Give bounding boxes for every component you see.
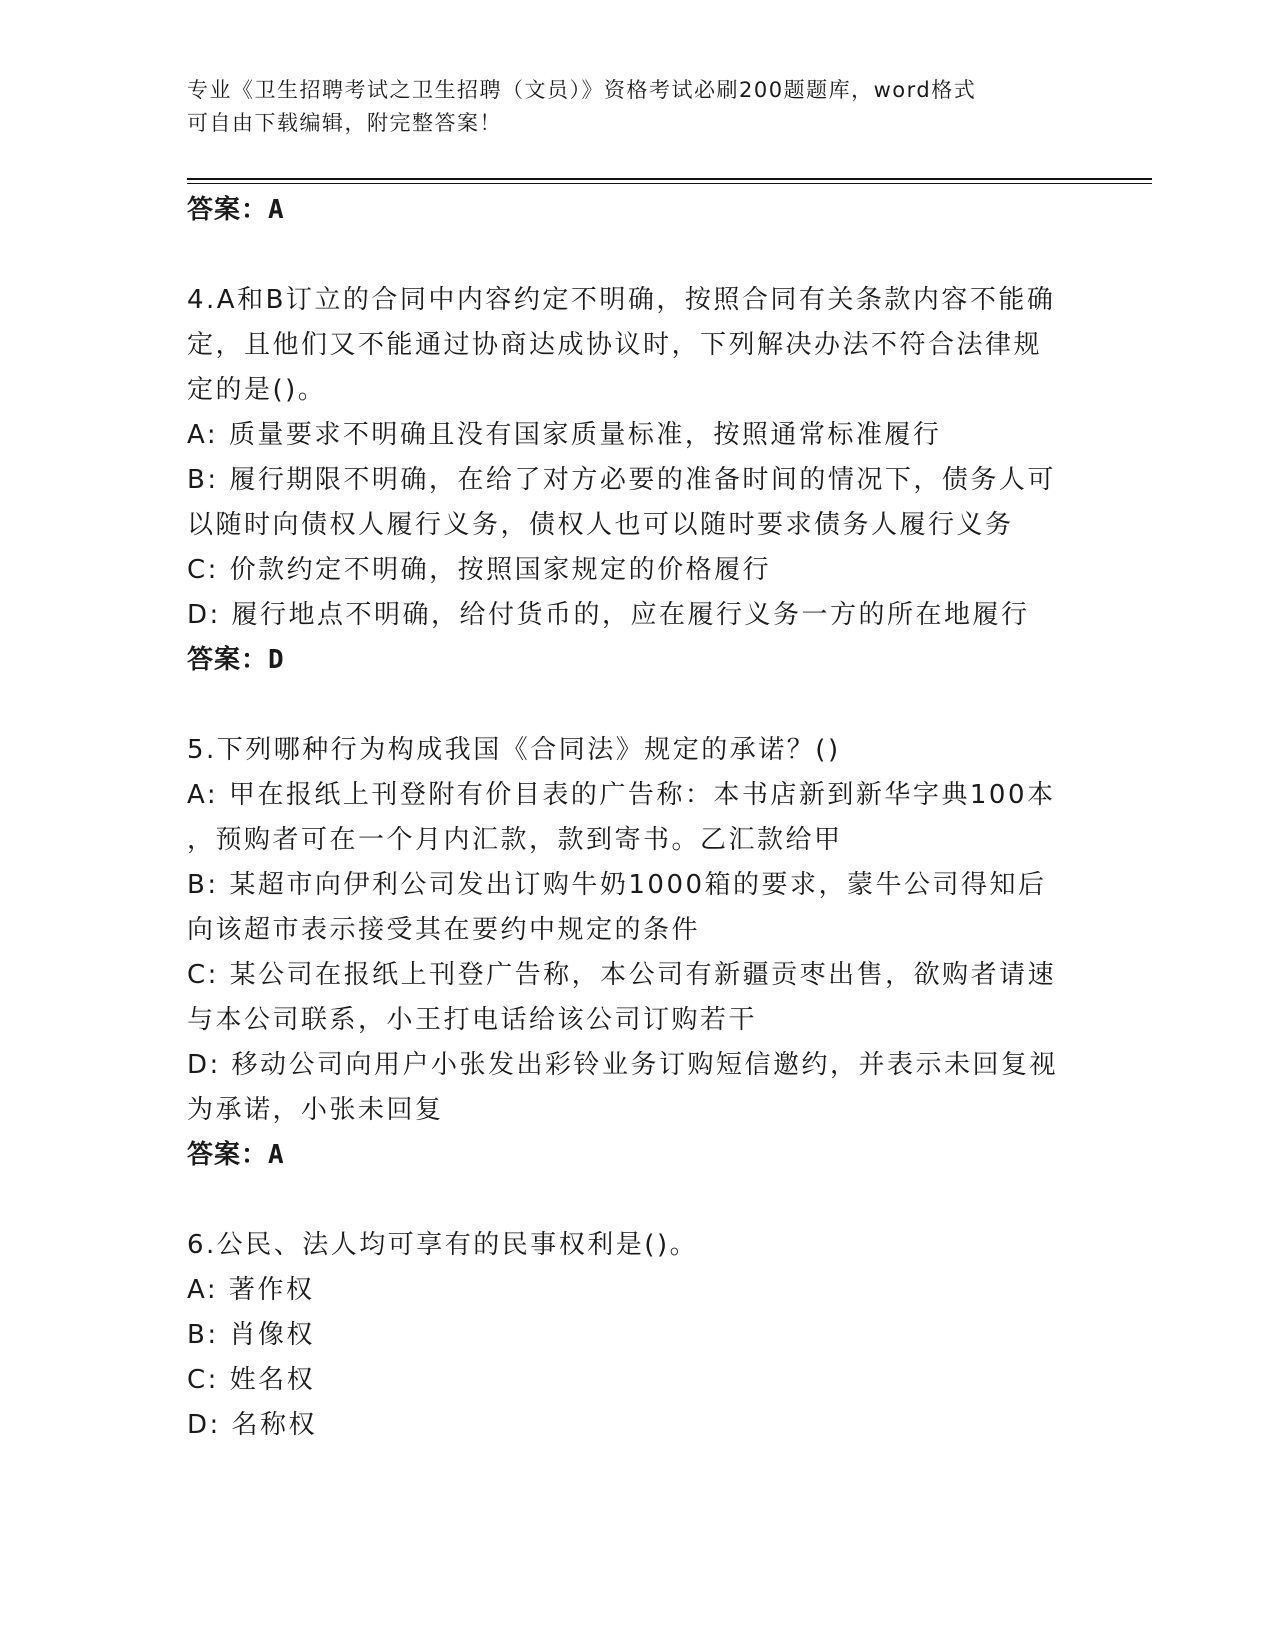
document-body	[187, 188, 1087, 1448]
spacer	[187, 1178, 1087, 1223]
q5-option-b-cont: 向该超市表示接受其在要约中规定的条件	[187, 915, 701, 945]
header-line-2: 可自由下载编辑，附完整答案！	[187, 111, 502, 135]
q4-option-d: D: 履行地点不明确，给付货币的，应在履行义务一方的所在地履行	[187, 600, 1030, 630]
question-5	[187, 728, 1087, 1178]
q4-option-b: B: 履行期限不明确，在给了对方必要的准备时间的情况下，债务人可	[187, 465, 1056, 495]
q6-option-d: D: 名称权	[187, 1410, 318, 1440]
answer-q3: 答案：A	[187, 195, 285, 225]
header-rule-thick	[187, 178, 1152, 180]
q5-option-b: B: 某超市向伊利公司发出订购牛奶1000箱的要求，蒙牛公司得知后	[187, 870, 1047, 900]
question-4	[187, 278, 1087, 683]
q5-option-a-cont: ，预购者可在一个月内汇款，款到寄书。乙汇款给甲	[187, 825, 843, 855]
question-6	[187, 1223, 1087, 1448]
answer-q5: 答案：A	[187, 1140, 285, 1170]
q5-option-c: C: 某公司在报纸上刊登广告称，本公司有新疆贡枣出售，欲购者请速	[187, 960, 1057, 990]
q4-option-a: A: 质量要求不明确且没有国家质量标准，按照通常标准履行	[187, 420, 942, 450]
q4-stem-line: 4.A和B订立的合同中内容约定不明确，按照合同有关条款内容不能确	[187, 285, 1056, 315]
q5-stem-line: 5.下列哪种行为构成我国《合同法》规定的承诺？()	[187, 735, 841, 765]
q5-option-d-cont: 为承诺，小张未回复	[187, 1095, 444, 1125]
q4-stem-line: 定，且他们又不能通过协商达成协议时，下列解决办法不符合法律规	[187, 330, 1043, 360]
q6-option-a: A: 著作权	[187, 1275, 315, 1305]
spacer	[187, 233, 1087, 278]
q5-option-a: A: 甲在报纸上刊登附有价目表的广告称：本书店新到新华字典100本	[187, 780, 1056, 810]
q4-option-c: C: 价款约定不明确，按照国家规定的价格履行	[187, 555, 772, 585]
answer-q4: 答案：D	[187, 645, 285, 675]
document-header	[187, 74, 1067, 140]
q5-option-c-cont: 与本公司联系，小王打电话给该公司订购若干	[187, 1005, 758, 1035]
q4-stem-line: 定的是()。	[187, 375, 327, 405]
q4-option-b-cont: 以随时向债权人履行义务，债权人也可以随时要求债务人履行义务	[187, 510, 1014, 540]
header-line-1: 专业《卫生招聘考试之卫生招聘（文员）》资格考试必刷200题题库，word格式	[187, 78, 977, 102]
q5-option-d: D: 移动公司向用户小张发出彩铃业务订购短信邀约，并表示未回复视	[187, 1050, 1059, 1080]
q6-stem-line: 6.公民、法人均可享有的民事权利是()。	[187, 1230, 699, 1260]
q6-option-b: B: 肖像权	[187, 1320, 315, 1350]
header-rule-thin	[187, 183, 1152, 184]
spacer	[187, 683, 1087, 728]
q6-option-c: C: 姓名权	[187, 1365, 316, 1395]
